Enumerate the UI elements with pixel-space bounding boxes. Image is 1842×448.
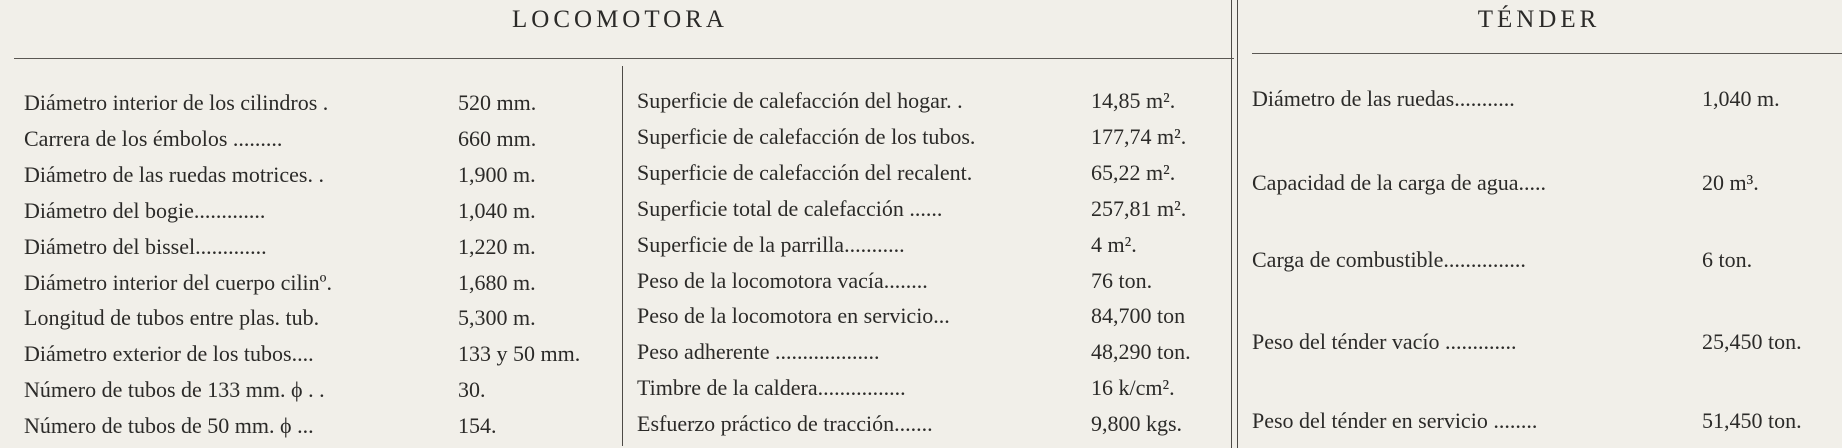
spec-value: 9,800 kgs. [1091, 411, 1183, 436]
spec-label: Diámetro de las ruedas........... [1252, 86, 1515, 111]
spec-label: Diámetro exterior de los tubos.... [24, 341, 314, 366]
spec-label: Superficie de calefacción de los tubos. [637, 124, 976, 149]
spec-value: 660 mm. [458, 126, 537, 151]
spec-label: Número de tubos de 50 mm. ϕ ... [24, 413, 314, 438]
section-divider-right [1237, 0, 1238, 448]
spec-value: 48,290 ton. [1091, 339, 1191, 364]
spec-value: 51,450 ton. [1702, 408, 1802, 433]
spec-label: Carrera de los émbolos ......... [24, 126, 283, 151]
locomotora-heading: LOCOMOTORA [512, 6, 728, 33]
spec-label: Capacidad de la carga de agua..... [1252, 170, 1547, 195]
spec-value: 14,85 m². [1091, 88, 1176, 113]
spec-value: 133 y 50 mm. [458, 341, 581, 366]
spec-value: 4 m². [1091, 232, 1137, 257]
spec-value: 65,22 m². [1091, 160, 1176, 185]
spec-value: 1,900 m. [458, 162, 536, 187]
spec-label: Diámetro del bogie............. [24, 198, 266, 223]
spec-value: 1,040 m. [1702, 86, 1780, 111]
section-divider-left [1231, 0, 1232, 448]
spec-value: 1,680 m. [458, 270, 536, 295]
spec-value: 520 mm. [458, 90, 537, 115]
spec-label: Superficie total de calefacción ...... [637, 196, 943, 221]
spec-label: Superficie de la parrilla........... [637, 232, 905, 257]
spec-label: Esfuerzo práctico de tracción....... [637, 411, 933, 436]
tender-heading: TÉNDER [1477, 6, 1601, 33]
spec-label: Peso adherente ................... [637, 339, 880, 364]
spec-label: Superficie de calefacción del hogar. . [637, 88, 963, 113]
spec-label: Timbre de la caldera................ [637, 375, 906, 400]
spec-value: 1,220 m. [458, 234, 536, 259]
spec-value: 257,81 m². [1091, 196, 1187, 221]
spec-label: Diámetro interior de los cilindros . [24, 90, 329, 115]
spec-value: 6 ton. [1702, 247, 1753, 272]
spec-value: 1,040 m. [458, 198, 536, 223]
spec-label: Superficie de calefacción del recalent. [637, 160, 973, 185]
spec-value: 5,300 m. [458, 305, 536, 330]
spec-label: Peso del ténder vacío ............. [1252, 329, 1517, 354]
spec-label: Peso del ténder en servicio ........ [1252, 408, 1538, 433]
tender-column [1252, 0, 1840, 448]
spec-value: 84,700 ton [1091, 303, 1186, 328]
spec-label: Número de tubos de 133 mm. ϕ . . [24, 377, 325, 402]
spec-label: Carga de combustible............... [1252, 247, 1526, 272]
spec-value: 20 m³. [1702, 170, 1759, 195]
spec-value: 16 k/cm². [1091, 375, 1175, 400]
locomotora-heating-weights-column [637, 0, 1225, 448]
spec-label: Diámetro de las ruedas motrices. . [24, 162, 324, 187]
spec-label: Peso de la locomotora vacía........ [637, 268, 928, 293]
spec-label: Longitud de tubos entre plas. tub. [24, 305, 320, 330]
spec-value: 30. [458, 377, 486, 402]
spec-label: Diámetro del bissel............. [24, 234, 267, 259]
column-divider [622, 66, 623, 446]
spec-value: 25,450 ton. [1702, 329, 1802, 354]
spec-label: Peso de la locomotora en servicio... [637, 303, 950, 328]
spec-value: 154. [458, 413, 497, 438]
spec-value: 177,74 m². [1091, 124, 1187, 149]
spec-value: 76 ton. [1091, 268, 1153, 293]
spec-label: Diámetro interior del cuerpo cilinº. [24, 270, 332, 295]
locomotora-dimensions-column [24, 0, 614, 448]
